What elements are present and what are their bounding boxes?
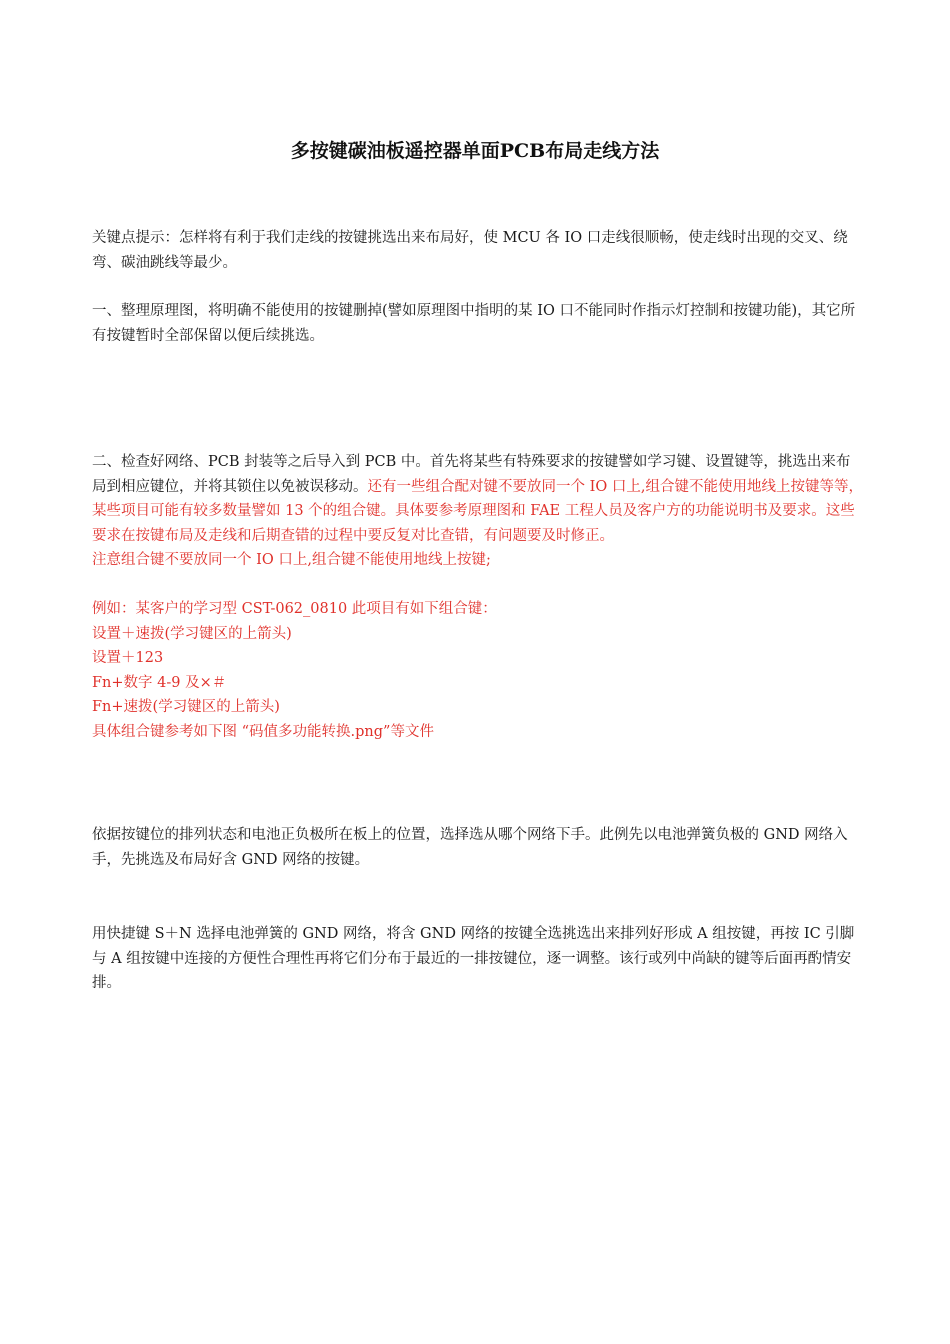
key-points-paragraph — [92, 226, 864, 275]
example-line: 设置＋123 — [92, 650, 164, 666]
example-line: Fn+数字 4-9 及×＃ — [92, 674, 227, 691]
step1-text: 一、整理原理图，将明确不能使用的按键删掉(譬如原理图中指明的某 IO 口不能同时作指示灯控制和按键功能)，其它所有按键暂时全部保留以便后续挑选。 — [92, 303, 856, 344]
example-line: 设置＋速拨(学习键区的上箭头) — [92, 625, 292, 642]
step1-paragraph — [92, 299, 864, 348]
document-title: 多按键碳油板遥控器单面PCB布局走线方法 — [290, 140, 660, 162]
example-line: 具体组合键参考如下图 “码值多功能转换.png”等文件 — [92, 723, 434, 740]
step2-text-highlight: 还有一些组合配对键不要放同一个 IO 口上,组合键不能使用地线上按键等等，某些项目可能有较多数量譬如 13 个的组合键。具体要参考原理图和 FAE 工程人员及客户方的功能说明书及要求。这些要求在按键布局及走线和后期查错的过程中要反复对比查错，有问题要及时修正。 — [92, 478, 863, 544]
combo-key-note: 注意组合键不要放同一个 IO 口上,组合键不能使用地线上按键; — [92, 552, 491, 568]
step2-text — [92, 450, 864, 548]
gnd-text: 依据按键位的排列状态和电池正负极所在板上的位置，选择选从哪个网络下手。此例先以电池弹簧负极的 GND 网络入手，先挑选及布局好含 GND 网络的按键。 — [92, 827, 848, 868]
step2-text-normal: 二、检查好网络、PCB 封装等之后导入到 PCB 中。首先将某些有特殊要求的按键譬如学习键、设置键等，挑选出来布局到相应键位，并将其锁住以免被误移动。 — [92, 454, 851, 495]
shortcut-paragraph — [92, 922, 864, 996]
example-line: Fn+速拨(学习键区的上箭头) — [92, 699, 280, 715]
gnd-paragraph — [92, 823, 864, 872]
step2-paragraph — [92, 450, 864, 744]
shortcut-text: 用快捷键 S＋N 选择电池弹簧的 GND 网络，将含 GND 网络的按键全选挑选出来排列好形成 A 组按键，再按 IC 引脚与 A 组按键中连接的方便性合理性再将它们分布于最近的一排按键位，逐一调整。该行或列中尚缺的键等后面再酌情安排。 — [92, 926, 855, 991]
example-line: 例如：某客户的学习型 CST-062_0810 此项目有如下组合键： — [92, 601, 497, 617]
key-points-text: 关键点提示：怎样将有利于我们走线的按键挑选出来布局好，使 MCU 各 IO 口走线很顺畅，使走线时出现的交叉、绕弯、碳油跳线等最少。 — [92, 230, 848, 271]
blank-line — [92, 573, 864, 598]
